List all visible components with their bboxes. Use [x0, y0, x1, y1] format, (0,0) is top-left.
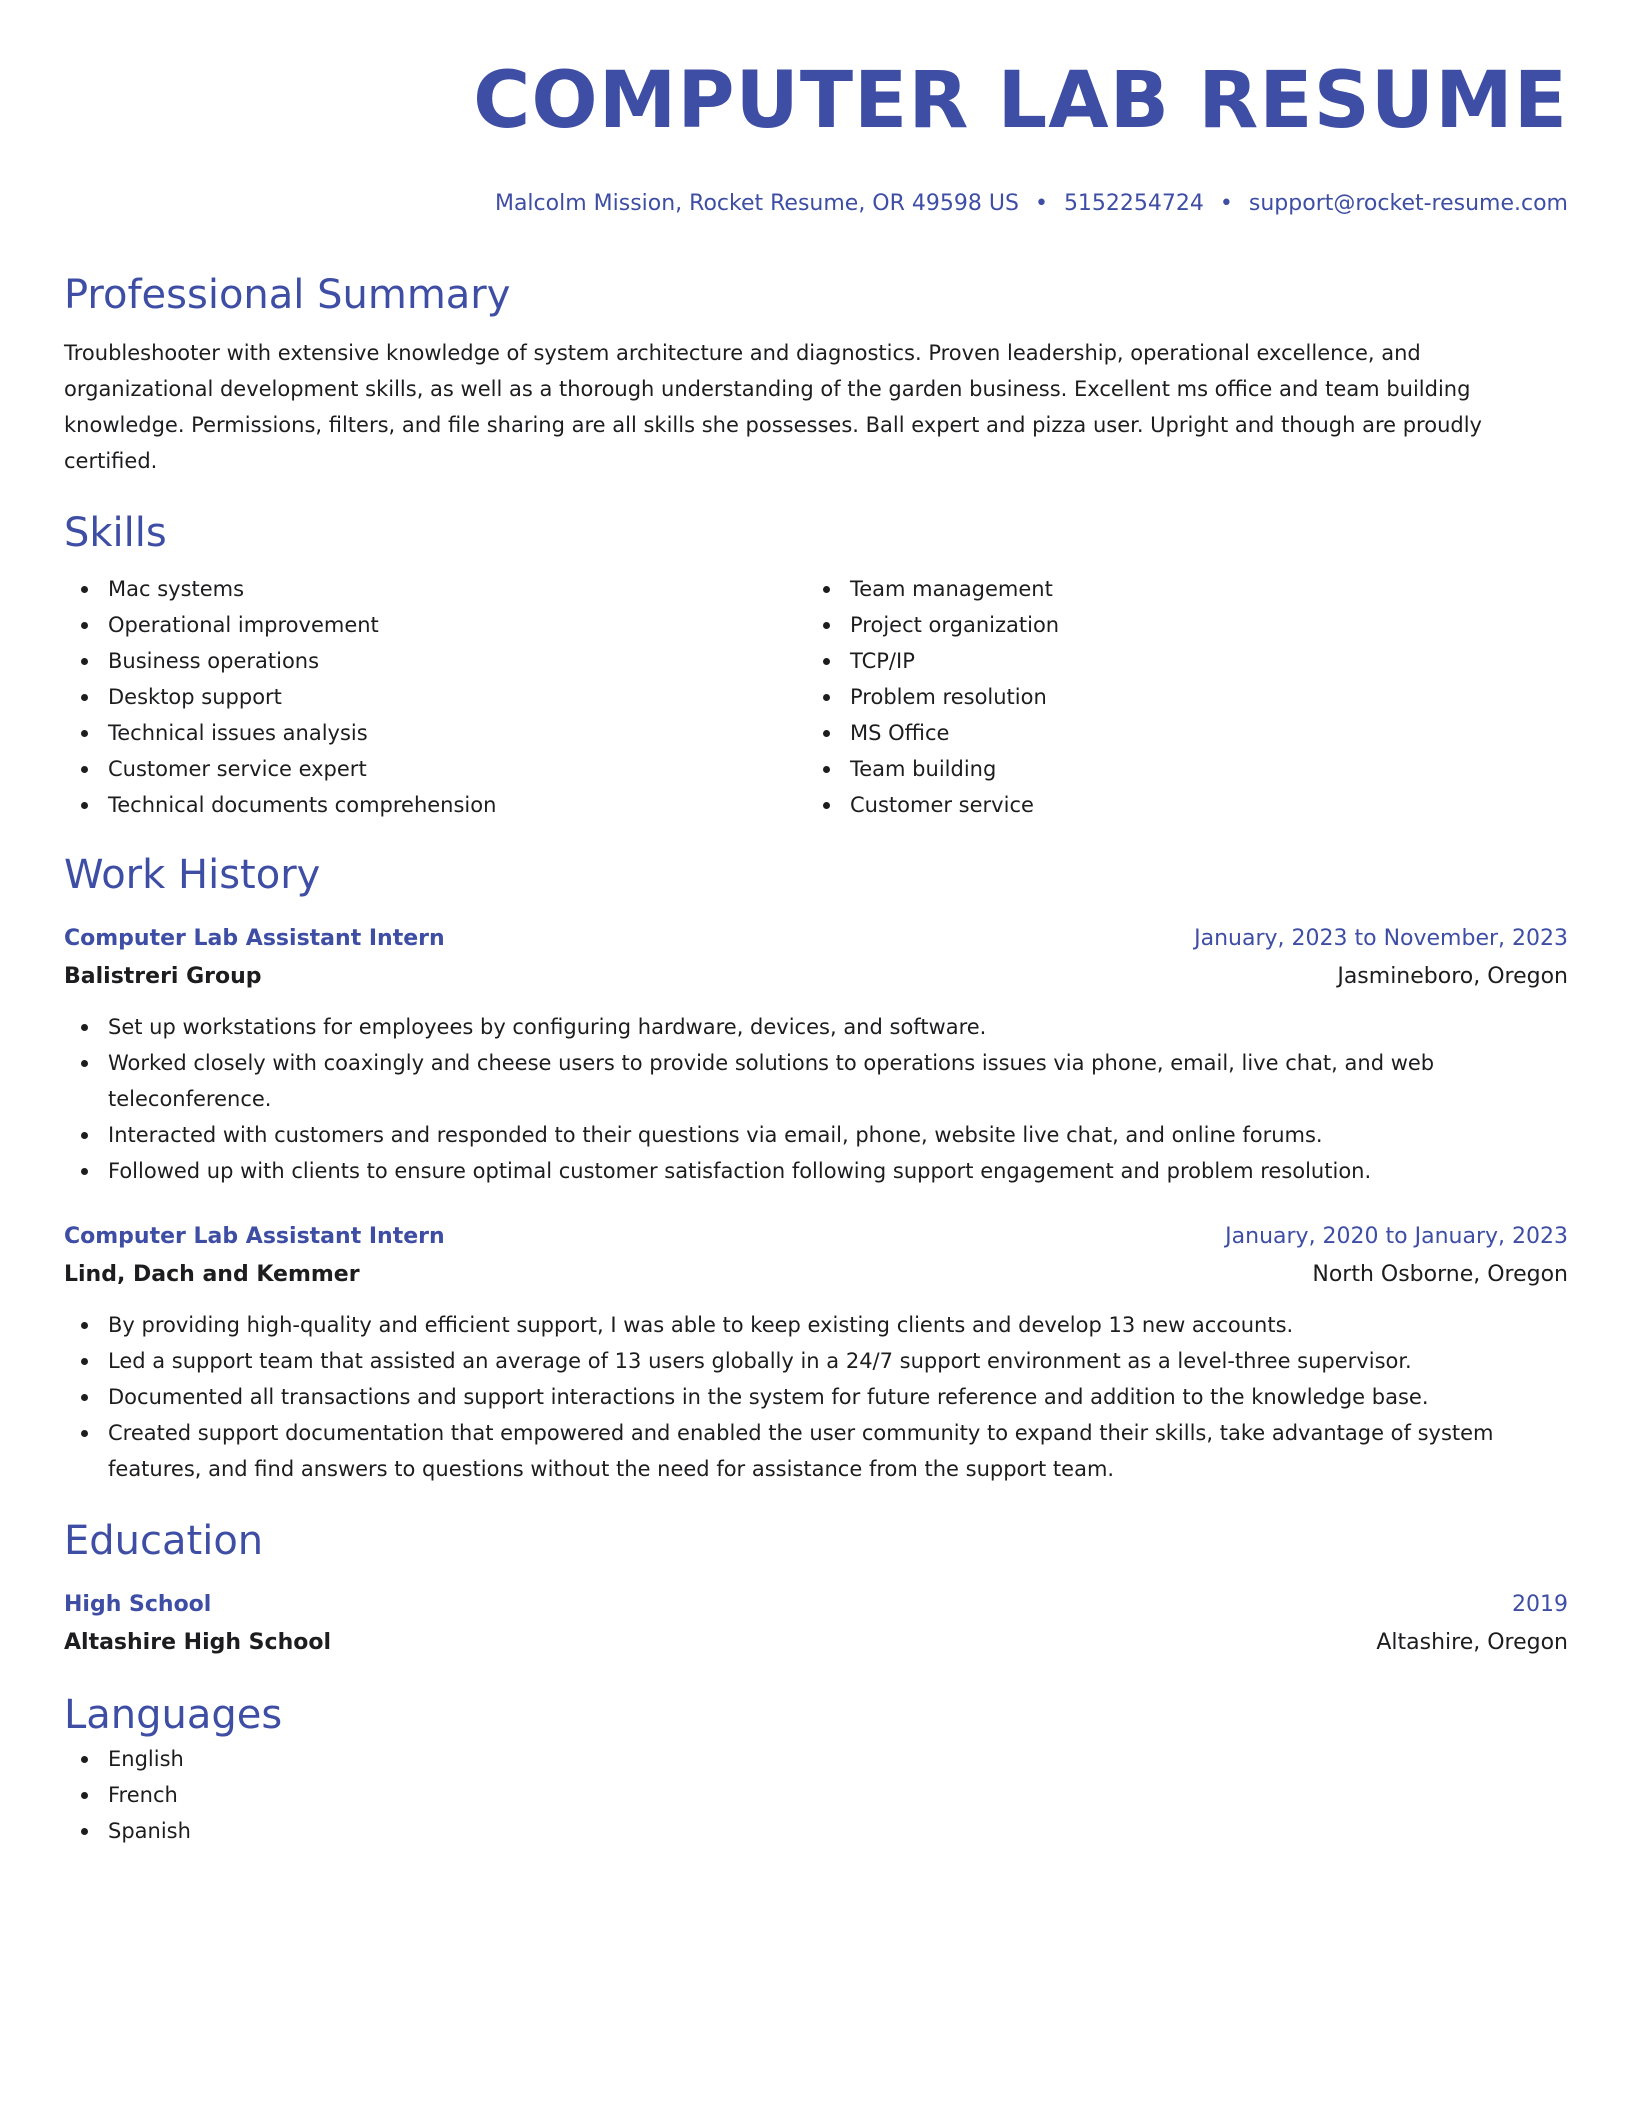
- skill-item: Mac systems: [64, 571, 806, 607]
- skills-heading: Skills: [64, 510, 167, 556]
- skill-item: MS Office: [806, 715, 1548, 751]
- education-location: Altashire, Oregon: [1376, 1630, 1568, 1655]
- skills-list-right: [806, 571, 1548, 823]
- skill-item: Operational improvement: [64, 607, 806, 643]
- skill-item: Project organization: [806, 607, 1548, 643]
- skills-columns: [64, 571, 1568, 823]
- job-entry: [64, 921, 1568, 1189]
- job-title: Computer Lab Assistant Intern: [64, 926, 445, 951]
- skill-item: TCP/IP: [806, 643, 1548, 679]
- contact-email: support@rocket-resume.com: [1248, 191, 1568, 216]
- job-location: Jasmineboro, Oregon: [1337, 964, 1568, 989]
- skill-item: Technical documents comprehension: [64, 787, 806, 823]
- job-title: Computer Lab Assistant Intern: [64, 1224, 445, 1249]
- education-school-row: [64, 1623, 1568, 1663]
- language-item: English: [64, 1741, 1568, 1777]
- resume-name: COMPUTER LAB RESUME: [473, 56, 1568, 146]
- job-dates: January, 2020 to January, 2023: [1225, 1224, 1568, 1249]
- job-header-row: [64, 921, 1568, 957]
- education-entry: [64, 1587, 1568, 1663]
- job-bullet: Led a support team that assisted an average of 13 users globally in a 24/7 support environment as a level-three supervisor.: [64, 1343, 1568, 1379]
- job-bullet: Documented all transactions and support interactions in the system for future reference and addition to the knowledge base.: [64, 1379, 1568, 1415]
- contact-line: [64, 189, 1568, 219]
- job-bullet: Followed up with clients to ensure optimal customer satisfaction following support engagement and problem resolution.: [64, 1153, 1568, 1189]
- resume-page: [64, 0, 1568, 1849]
- education-degree: High School: [64, 1592, 212, 1617]
- job-bullets: [64, 1009, 1568, 1189]
- job-company: Balistreri Group: [64, 964, 262, 989]
- job-bullet: By providing high-quality and efficient support, I was able to keep existing clients and develop 13 new accounts.: [64, 1307, 1568, 1343]
- job-dates: January, 2023 to November, 2023: [1194, 926, 1568, 951]
- job-header-row: [64, 1219, 1568, 1255]
- job-location: North Osborne, Oregon: [1312, 1262, 1568, 1287]
- skills-list-left: [64, 571, 806, 823]
- skill-item: Business operations: [64, 643, 806, 679]
- job-company: Lind, Dach and Kemmer: [64, 1262, 360, 1287]
- contact-phone: 5152254724: [1063, 191, 1204, 216]
- job-bullet: Interacted with customers and responded to their questions via email, phone, website live chat, and online forums.: [64, 1117, 1568, 1153]
- summary-text: Troubleshooter with extensive knowledge of system architecture and diagnostics. Proven leadership, operational excellence, and organizational development skills, as well as a thorough understanding of the garden business. Excellent ms office and team building knowledge. Permissions, filters, and file sharing are all skills she possesses. Ball expert and pizza user. Upright and though are proudly certified.: [64, 341, 1482, 473]
- skill-item: Technical issues analysis: [64, 715, 806, 751]
- languages-heading: Languages: [64, 1692, 283, 1738]
- skill-item: Customer service: [806, 787, 1548, 823]
- job-bullet: Set up workstations for employees by configuring hardware, devices, and software.: [64, 1009, 1568, 1045]
- education-heading: Education: [64, 1518, 264, 1564]
- job-bullet: Created support documentation that empowered and enabled the user community to expand their skills, take advantage of system features, and find answers to questions without the need for assistance from the support team.: [64, 1415, 1568, 1487]
- skill-item: Problem resolution: [806, 679, 1548, 715]
- job-company-row: [64, 1255, 1568, 1295]
- language-item: Spanish: [64, 1813, 1568, 1849]
- contact-separator: •: [1034, 191, 1048, 216]
- job-bullets: [64, 1307, 1568, 1487]
- job-entry: [64, 1219, 1568, 1487]
- contact-separator: •: [1219, 191, 1233, 216]
- work-history-heading: Work History: [64, 852, 321, 898]
- skill-item: Customer service expert: [64, 751, 806, 787]
- education-school: Altashire High School: [64, 1630, 331, 1655]
- skill-item: Desktop support: [64, 679, 806, 715]
- languages-list: [64, 1741, 1568, 1849]
- summary-heading: Professional Summary: [64, 272, 511, 318]
- contact-address: Malcolm Mission, Rocket Resume, OR 49598 US: [494, 191, 1019, 216]
- job-company-row: [64, 957, 1568, 997]
- skill-item: Team building: [806, 751, 1548, 787]
- education-year: 2019: [1512, 1592, 1568, 1617]
- education-header-row: [64, 1587, 1568, 1623]
- language-item: French: [64, 1777, 1568, 1813]
- skill-item: Team management: [806, 571, 1548, 607]
- job-bullet: Worked closely with coaxingly and cheese users to provide solutions to operations issues via phone, email, live chat, and web teleconference.: [64, 1045, 1568, 1117]
